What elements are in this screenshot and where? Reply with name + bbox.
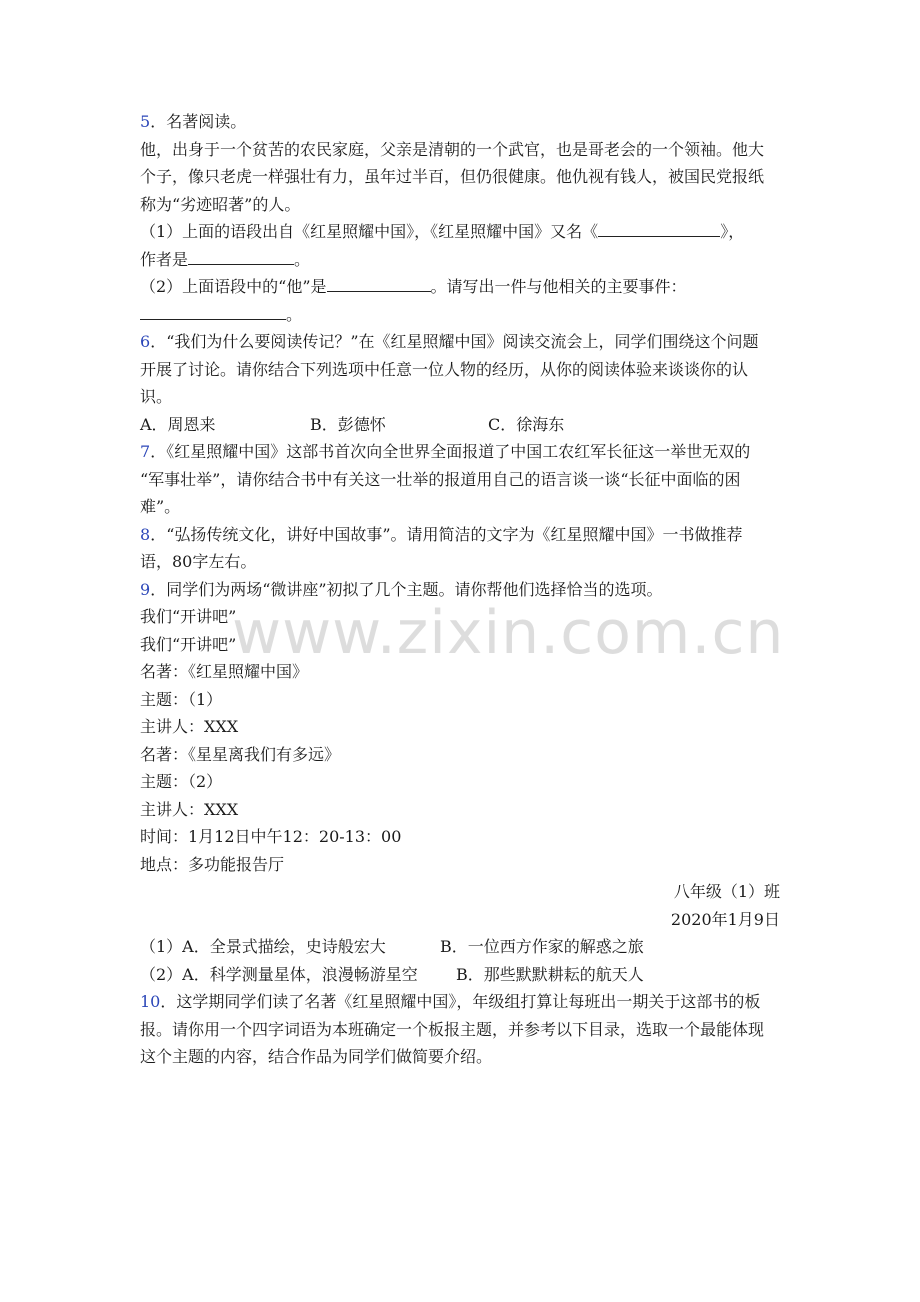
- document-page: [140, 108, 780, 1071]
- q7-line: 7．《红星照耀中国》这部书首次向全世界全面报道了中国工农红军长征这一举世无双的: [140, 442, 751, 461]
- q9-title: 9．同学们为两场“微讲座”初拟了几个主题。请你帮他们选择恰当的选项。: [140, 579, 663, 599]
- notice-line: 时间：1月12日中午12：20-13：00: [140, 827, 402, 846]
- q5-title: 5．名著阅读。: [140, 112, 247, 131]
- q6-line: 开展了讨论。请你结合下列选项中任意一位人物的经历，从你的阅读体验来谈谈你的认: [140, 359, 749, 379]
- q9-number: 9: [140, 579, 151, 599]
- q9-options-1: [140, 933, 780, 961]
- notice-line: 地点：多功能报告厅: [140, 854, 285, 874]
- q6-options: [140, 411, 780, 439]
- q7-number: 7: [140, 442, 151, 461]
- q6-line: 6．“我们为什么要阅读传记？”在《红星照耀中国》阅读交流会上，同学们围绕这个问题: [140, 332, 759, 351]
- notice-signature-date: 2020年1月9日: [670, 909, 780, 929]
- q8-number: 8: [140, 524, 151, 544]
- q5-sub2: （2）上面语段中的“他”是 。请写出一件与他相关的主要事件：: [140, 277, 687, 296]
- notice-line: 我们“开讲吧”: [140, 607, 237, 626]
- q7-line: “军事壮举”，请你结合书中有关这一壮举的报道用自己的语言谈一谈“长征中面临的困: [140, 469, 741, 489]
- q9-option-1a: （1）A．全景式描绘，史诗般宏大: [140, 937, 386, 956]
- q8-line: 8．“弘扬传统文化，讲好中国故事”。请用简洁的文字为《红星照耀中国》一书做推荐: [140, 524, 743, 544]
- q9-options-2: [140, 961, 780, 989]
- q5-sub1-author: 作者是 。: [140, 249, 311, 269]
- q6-line: 识。: [140, 387, 173, 406]
- notice-line: 名著：《红星照耀中国》: [140, 662, 309, 681]
- q8-line: 语，80字左右。: [140, 552, 257, 571]
- q10-number: 10: [140, 992, 161, 1011]
- q6-option-a: A．周恩来: [140, 414, 216, 434]
- q6-option-c: C．徐海东: [488, 414, 565, 434]
- q5-passage-line: 个子，像只老虎一样强壮有力，虽年过半百，但仍很健康。他仇视有钱人，被国民党报纸: [140, 167, 765, 186]
- notice-signature-class: 八年级（1）班: [673, 882, 780, 901]
- q10-line: 这个主题的内容，结合作品为同学们做简要介绍。: [140, 1047, 493, 1066]
- q10-line: 报。请你用一个四字词语为本班确定一个板报主题，并参考以下目录，选取一个最能体现: [140, 1019, 765, 1039]
- q7-line: 难”。: [140, 497, 181, 516]
- q5-passage-line: 称为“劣迹昭著”的人。: [140, 194, 301, 214]
- q9-option-1b: B．一位西方作家的解惑之旅: [440, 937, 644, 956]
- notice-line: 主题：（1）: [140, 689, 223, 709]
- q9-option-2a: （2）A．科学测量星体，浪漫畅游星空: [140, 964, 418, 984]
- q5-passage-line: 他，出身于一个贫苦的农民家庭，父亲是清朝的一个武官，也是哥老会的一个领袖。他大: [140, 139, 765, 159]
- notice-line: 主讲人：XXX: [140, 799, 239, 819]
- answer-blank[interactable]: [140, 303, 286, 320]
- q9-option-2b: B．那些默默耕耘的航天人: [456, 964, 644, 984]
- q10-line: 10．这学期同学们读了名著《红星照耀中国》，年级组打算让每班出一期关于这部书的板: [140, 992, 761, 1011]
- notice-line: 我们“开讲吧”: [140, 634, 237, 654]
- answer-blank[interactable]: [327, 275, 431, 292]
- q5-number: 5: [140, 112, 151, 131]
- watermark: www.zixin.com.cn: [232, 598, 785, 668]
- notice-line: 主讲人：XXX: [140, 717, 239, 736]
- q5-sub2-event: 。: [140, 301, 780, 329]
- q6-option-b: B．彭德怀: [310, 414, 386, 434]
- q6-number: 6: [140, 332, 151, 351]
- answer-blank[interactable]: [188, 248, 294, 265]
- notice-line: 名著：《星星离我们有多远》: [140, 744, 341, 764]
- q5-sub1: （1）上面的语段出自《红星照耀中国》，《红星照耀中国》又名《 》，: [140, 222, 745, 241]
- answer-blank[interactable]: [598, 220, 720, 237]
- notice-line: 主题：（2）: [140, 772, 223, 791]
